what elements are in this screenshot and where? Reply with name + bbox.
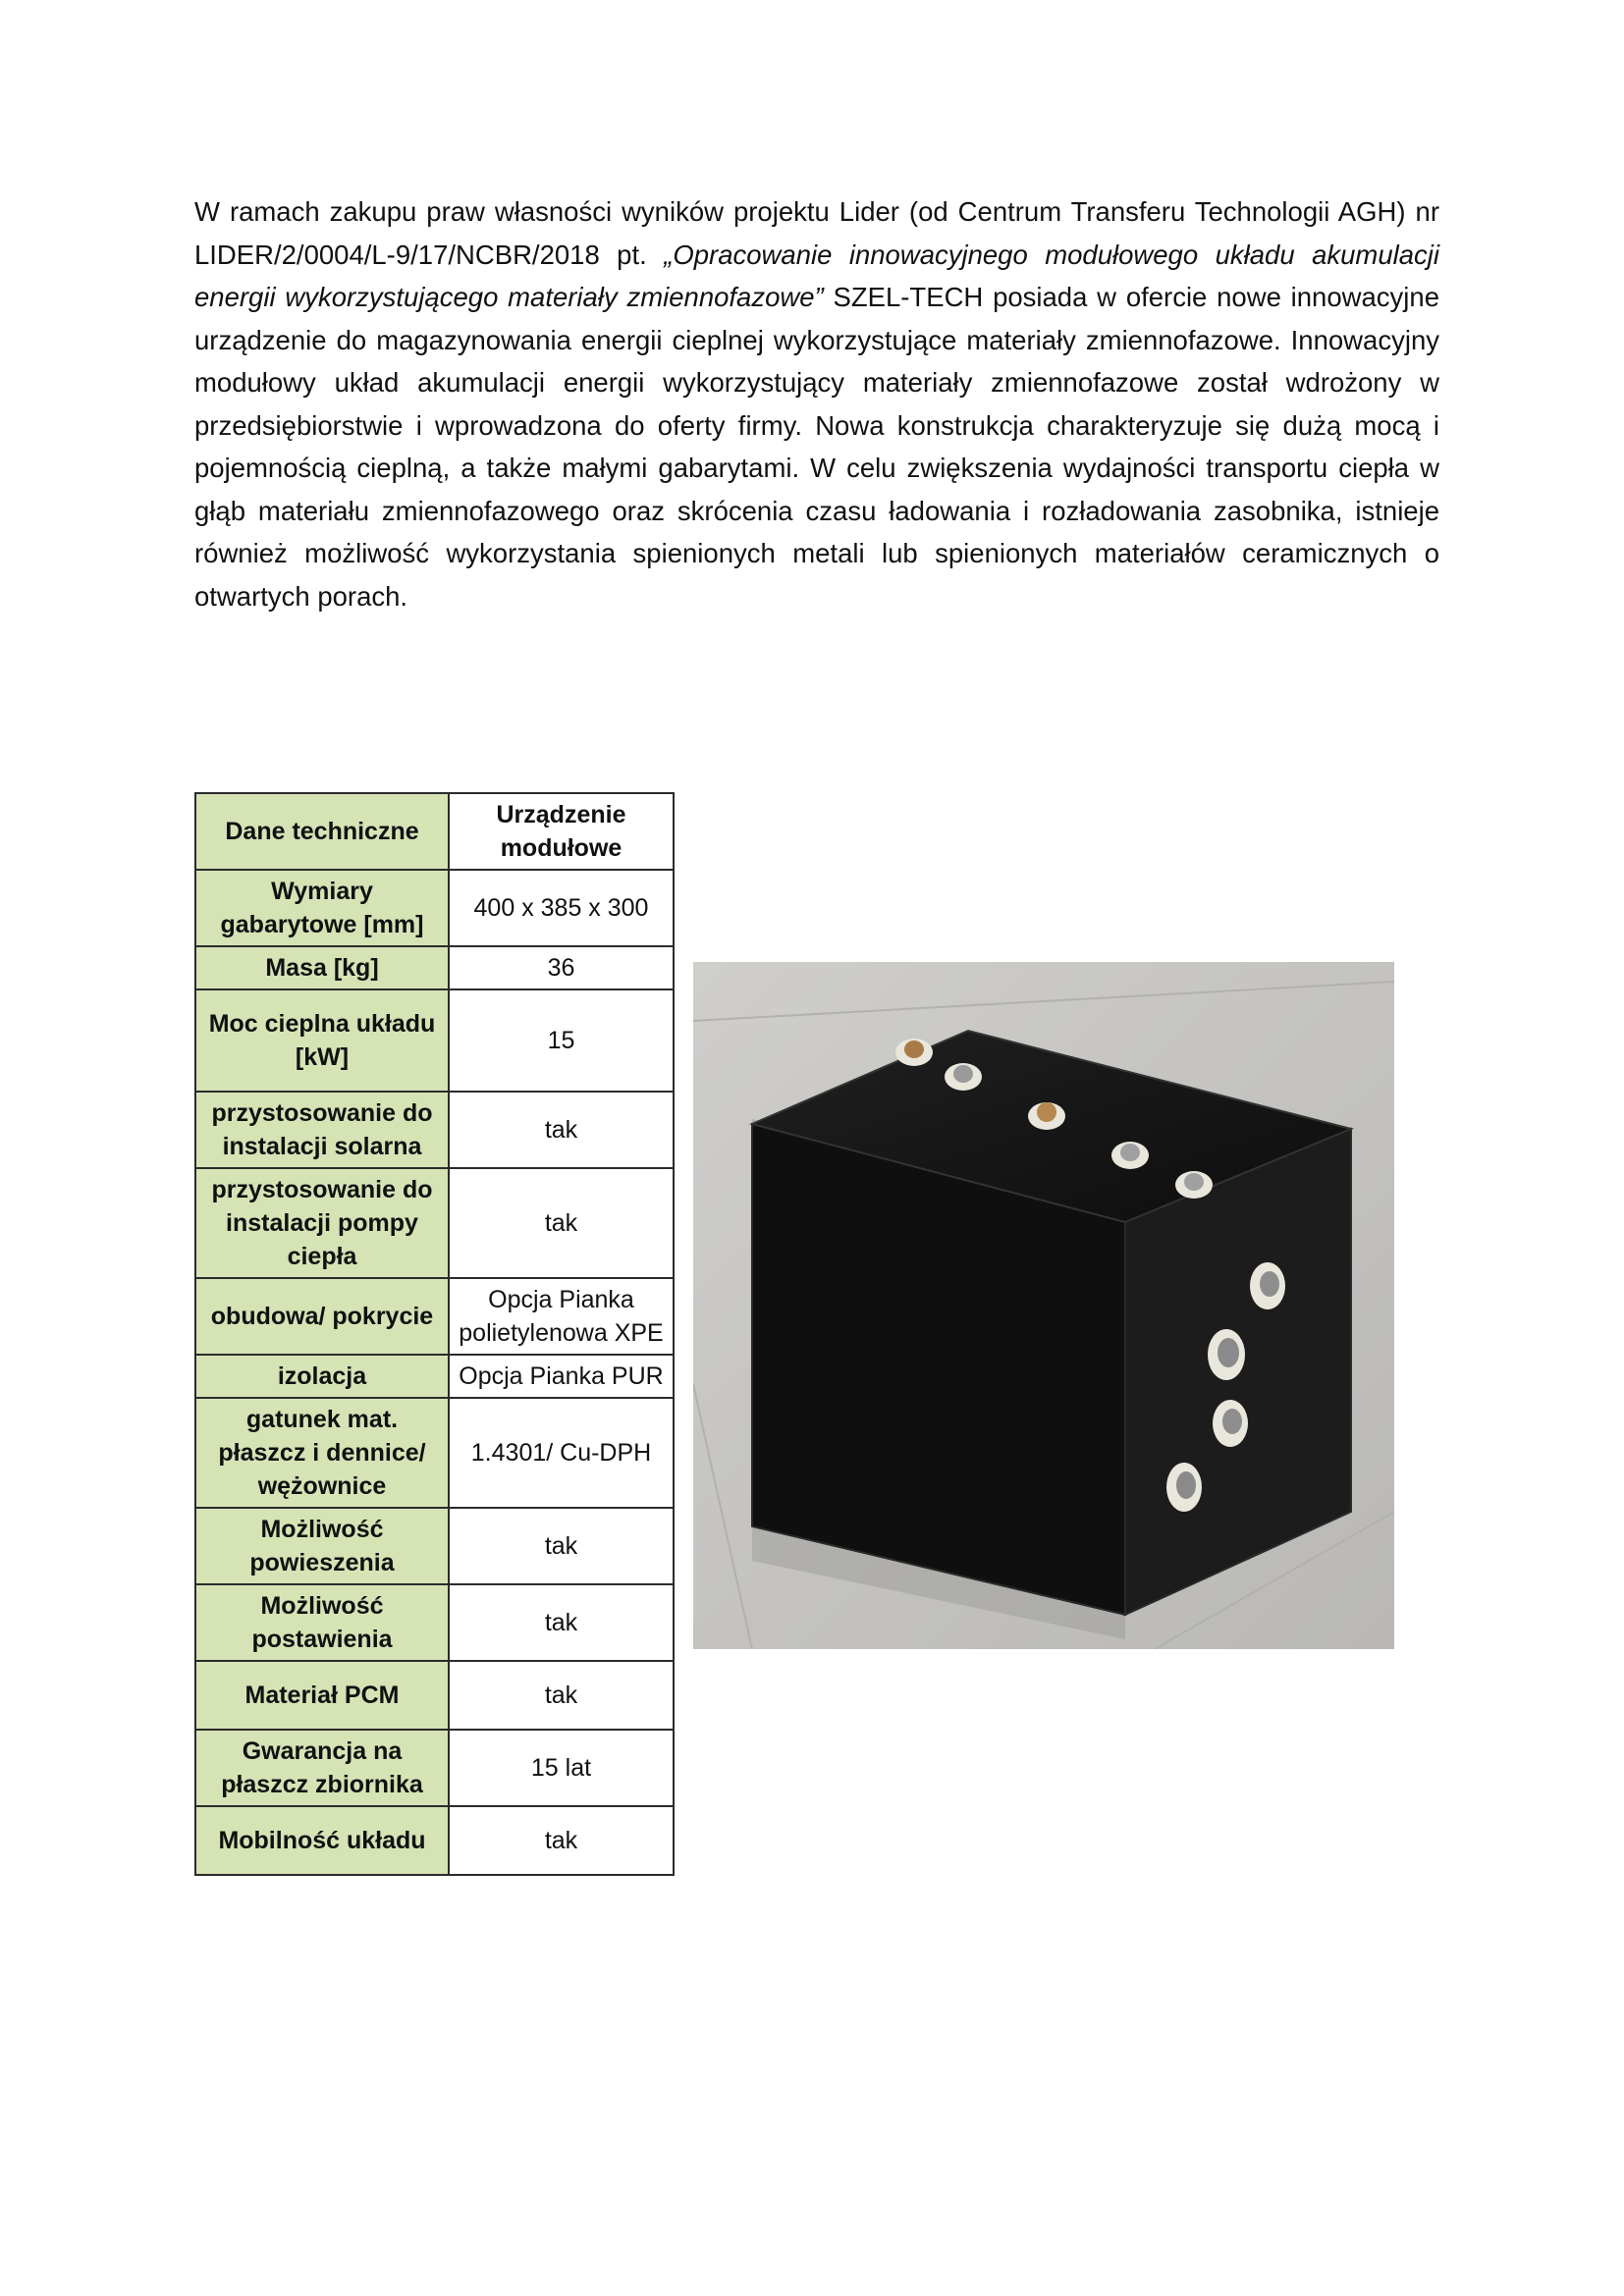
row-label: przystosowanie do instalacji solarna bbox=[195, 1092, 449, 1168]
header-label-cell: Dane techniczne bbox=[195, 793, 449, 870]
top-connector-icon bbox=[945, 1063, 982, 1091]
row-value: tak bbox=[449, 1806, 674, 1875]
row-label: Możliwość powieszenia bbox=[195, 1508, 449, 1584]
row-value: tak bbox=[449, 1508, 674, 1584]
row-label: przystosowanie do instalacji pompy ciepła bbox=[195, 1168, 449, 1278]
top-connector-icon bbox=[895, 1039, 933, 1066]
table-row bbox=[195, 1584, 674, 1661]
row-label: gatunek mat. płaszcz i dennice/ wężownice bbox=[195, 1398, 449, 1508]
row-label: obudowa/ pokrycie bbox=[195, 1278, 449, 1355]
product-photo bbox=[693, 962, 1394, 1649]
table-header-row bbox=[195, 793, 674, 870]
table-row bbox=[195, 989, 674, 1092]
side-connector-icon bbox=[1213, 1400, 1248, 1447]
modular-storage-tank-illustration bbox=[693, 962, 1394, 1649]
table-row bbox=[195, 870, 674, 946]
row-value: Opcja Pianka polietylenowa XPE bbox=[449, 1278, 674, 1355]
top-connector-icon bbox=[1028, 1102, 1065, 1130]
row-value: 15 lat bbox=[449, 1730, 674, 1806]
row-label: Moc cieplna układu [kW] bbox=[195, 989, 449, 1092]
project-title: „Opracowanie innowacyjnego modułowego układu akumulacji energii wykorzystującego materiały zmiennofazowe” bbox=[194, 239, 1439, 312]
row-value: tak bbox=[449, 1584, 674, 1661]
intro-text-part1: W ramach zakupu praw własności wyników projektu Lider (od Centrum Transferu Technologii AGH) nr LIDER/2/0004/L-9/17/NCBR/2018 pt. bbox=[194, 196, 1439, 270]
table-row bbox=[195, 1278, 674, 1355]
row-label: Możliwość postawienia bbox=[195, 1584, 449, 1661]
row-value: 400 x 385 x 300 bbox=[449, 870, 674, 946]
table-row bbox=[195, 1398, 674, 1508]
row-label: izolacja bbox=[195, 1355, 449, 1398]
row-value: tak bbox=[449, 1661, 674, 1730]
row-value: tak bbox=[449, 1092, 674, 1168]
table-row bbox=[195, 1355, 674, 1398]
side-connector-icon bbox=[1208, 1329, 1245, 1380]
table-row bbox=[195, 1661, 674, 1730]
technical-data-table bbox=[194, 792, 675, 1876]
table-row bbox=[195, 1730, 674, 1806]
top-connector-icon bbox=[1175, 1171, 1213, 1199]
row-label: Mobilność układu bbox=[195, 1806, 449, 1875]
row-value: Opcja Pianka PUR bbox=[449, 1355, 674, 1398]
side-connector-icon bbox=[1250, 1262, 1285, 1309]
row-value: tak bbox=[449, 1168, 674, 1278]
table-row bbox=[195, 1806, 674, 1875]
table-row bbox=[195, 1508, 674, 1584]
side-connector-icon bbox=[1166, 1463, 1202, 1512]
header-value-cell: Urządzenie modułowe bbox=[449, 793, 674, 870]
row-label: Masa [kg] bbox=[195, 946, 449, 989]
row-value: 36 bbox=[449, 946, 674, 989]
row-label: Materiał PCM bbox=[195, 1661, 449, 1730]
intro-paragraph bbox=[194, 190, 1439, 617]
row-value: 1.4301/ Cu-DPH bbox=[449, 1398, 674, 1508]
top-connector-icon bbox=[1111, 1142, 1149, 1169]
table-row bbox=[195, 1168, 674, 1278]
table-row bbox=[195, 946, 674, 989]
row-label: Gwarancja na płaszcz zbiornika bbox=[195, 1730, 449, 1806]
row-label: Wymiary gabarytowe [mm] bbox=[195, 870, 449, 946]
intro-text-part2: SZEL-TECH posiada w ofercie nowe innowacyjne urządzenie do magazynowania energii cieplnej wykorzystujące materiały zmiennofazowe. Innowacyjny modułowy układ akumulacji energii wykorzystujący materiały zmiennofazowe został wdrożony w przedsiębiorstwie i wprowadzona do oferty firmy. Nowa konstrukcja charakteryzuje się dużą mocą i pojemnością cieplną, a także małymi gabarytami. W celu zwiększenia wydajności transportu ciepła w głąb materiału zmiennofazowego oraz skrócenia czasu ładowania i rozładowania zasobnika, istnieje również możliwość wykorzystania spienionych metali lub spienionych materiałów ceramicznych o otwartych porach. bbox=[194, 282, 1439, 612]
table-row bbox=[195, 1092, 674, 1168]
row-value: 15 bbox=[449, 989, 674, 1092]
